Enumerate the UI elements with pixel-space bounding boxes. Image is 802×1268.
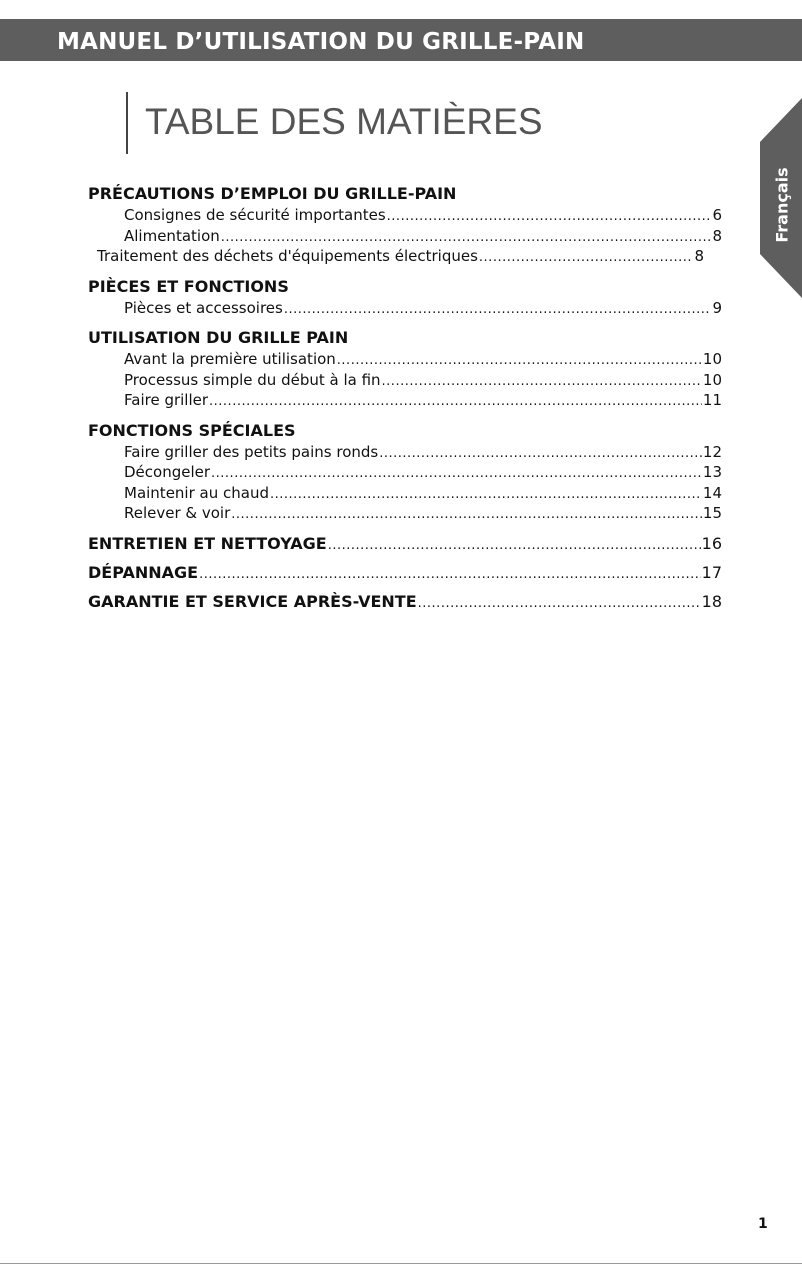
toc-entry-page: 16 [701,533,722,553]
dot-leader [382,372,702,391]
toc-entry[interactable] [88,462,722,483]
toc-entry-page: 12 [702,442,722,461]
toc-entry[interactable] [88,390,722,411]
toc-entry-page: 6 [712,206,722,224]
language-tab-label: Français [772,167,792,243]
toc-entry-label: Alimentation [124,226,220,245]
toc-major-entry-garantie[interactable] [88,592,722,613]
toc-entry[interactable] [88,205,722,226]
toc-entry-page: 10 [702,350,722,368]
toc-entry[interactable] [88,349,722,370]
dot-leader [479,248,694,267]
language-tab-label-wrap [762,167,802,243]
section-heading-utilisation[interactable]: UTILISATION DU GRILLE PAIN [88,328,349,347]
toc-entry[interactable] [88,226,722,247]
section-heading-pieces[interactable]: PIÈCES ET FONCTIONS [88,276,289,296]
dot-leader [284,300,712,319]
toc-entry[interactable] [88,246,704,267]
toc-entry-label: Relever & voir [124,504,231,522]
toc-entry-page: 14 [702,483,722,502]
dot-leader [379,444,702,463]
toc-entry-label: Maintenir au chaud [124,483,269,502]
toc-entry-page: 13 [702,463,722,481]
table-of-contents [88,184,722,613]
dot-leader [231,505,702,524]
toc-entry-page: 9 [712,298,722,317]
dot-leader [418,594,701,613]
toc-entry-page: 17 [701,562,722,582]
toc-entry-page: 8 [694,247,704,265]
toc-entry-label: Faire griller [124,391,209,409]
toc-major-entry-depannage[interactable] [88,563,722,584]
toc-entry[interactable] [88,503,722,524]
toc-entry[interactable] [88,442,722,463]
toc-entry-label: ENTRETIEN ET NETTOYAGE [88,533,327,553]
toc-title: TABLE DES MATIÈRES [145,101,543,142]
toc-entry-page: 15 [702,504,722,522]
bottom-rule [0,1263,802,1264]
toc-entry-label: GARANTIE ET SERVICE APRÈS-VENTE [88,591,417,611]
dot-leader [221,228,712,247]
toc-entry[interactable] [88,370,722,391]
dot-leader [270,485,702,504]
toc-entry[interactable] [88,483,722,504]
dot-leader [199,565,701,584]
dot-leader [337,351,702,370]
section-heading-speciales[interactable]: FONCTIONS SPÉCIALES [88,420,296,440]
toc-entry-label: Consignes de sécurité importantes [124,206,386,224]
toc-entry-label: Pièces et accessoires [124,298,283,317]
dot-leader [387,207,712,226]
toc-entry-label: Décongeler [124,463,211,481]
toc-entry-page: 11 [702,391,722,409]
dot-leader [211,464,702,483]
dot-leader [209,392,702,411]
manual-title: MANUEL D’UTILISATION DU GRILLE-PAIN [57,29,585,55]
dot-leader [328,536,701,555]
page-number: 1 [758,1216,768,1232]
section-heading-precautions[interactable]: PRÉCAUTIONS D’EMPLOI DU GRILLE-PAIN [88,184,457,203]
toc-entry-page: 10 [702,370,722,389]
toc-entry-label: Processus simple du début à la fin [124,370,381,389]
toc-entry-label: Avant la première utilisation [124,350,336,368]
toc-entry-page: 18 [701,591,722,611]
toc-entry[interactable] [88,298,722,319]
toc-entry-label: DÉPANNAGE [88,562,199,582]
toc-major-entry-entretien[interactable] [88,534,722,555]
title-rule [126,92,128,154]
toc-entry-page: 8 [712,226,722,245]
toc-entry-label: Traitement des déchets d'équipements électriques [97,247,478,265]
toc-entry-label: Faire griller des petits pains ronds [124,442,379,461]
